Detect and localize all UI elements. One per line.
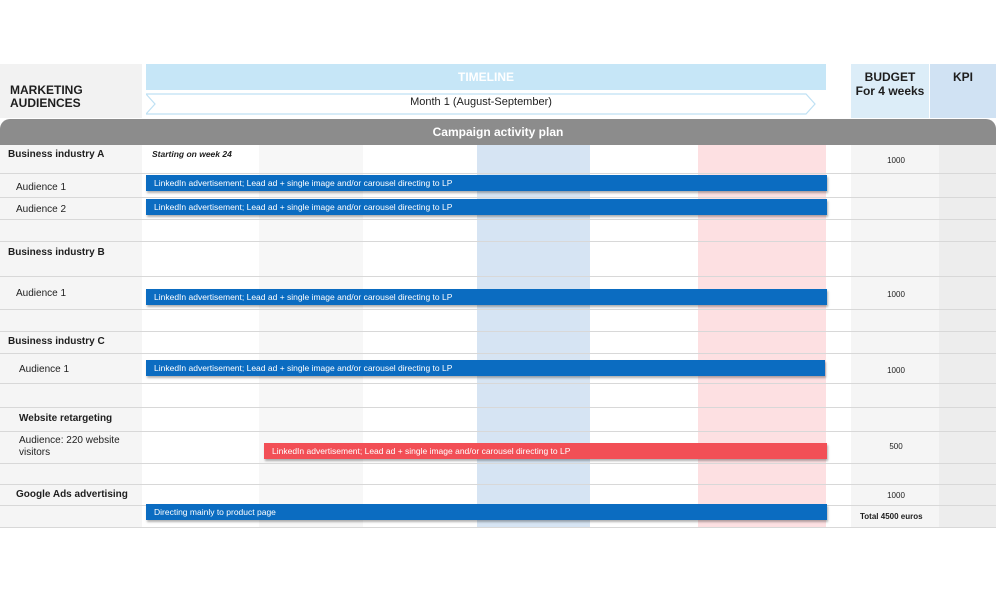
timeline-header: TIMELINE (146, 64, 826, 90)
budget-value: 1000 (887, 491, 905, 500)
grid-line (0, 219, 996, 220)
activity-bar-linkedin[interactable]: LinkedIn advertisement; Lead ad + single image and/or carousel directing to LP (146, 199, 827, 215)
grid-line (0, 463, 996, 464)
grid-line (0, 276, 996, 277)
row-label-website-retargeting: Website retargeting (19, 413, 113, 424)
grid-line (0, 527, 996, 528)
grid-line (0, 431, 996, 432)
grid-line (0, 173, 996, 174)
grid-line (0, 331, 996, 332)
row-label-business-industry-c: Business industry C (8, 336, 105, 347)
row-label-audience: Audience 2 (16, 204, 67, 215)
activity-bar-linkedin[interactable]: LinkedIn advertisement; Lead ad + single image and/or carousel directing to LP (146, 175, 827, 191)
budget-column-bg (851, 145, 939, 527)
row-label-retargeting-audience: Audience: 220 website visitors (19, 435, 120, 458)
grid-line (0, 197, 996, 198)
budget-value: 1000 (887, 366, 905, 375)
budget-value: 500 (889, 442, 903, 451)
grid-line (0, 353, 996, 354)
budget-total: Total 4500 euros (860, 512, 923, 521)
activity-bar-linkedin[interactable]: LinkedIn advertisement; Lead ad + single image and/or carousel directing to LP (146, 289, 827, 305)
budget-header: BUDGET For 4 weeks (851, 64, 929, 118)
grid-line (0, 484, 996, 485)
row-label-audience: Audience 1 (16, 288, 67, 299)
budget-value: 1000 (887, 290, 905, 299)
grid-line (0, 407, 996, 408)
audiences-header-title: MARKETING AUDIENCES (10, 83, 83, 110)
row-label-audience: Audience 1 (16, 182, 67, 193)
row-label-business-industry-a: Business industry A (8, 149, 105, 160)
grid-line (0, 241, 996, 242)
budget-value: 1000 (887, 156, 905, 165)
start-note: Starting on week 24 (152, 149, 232, 159)
grid-line (0, 309, 996, 310)
row-label-business-industry-b: Business industry B (8, 247, 105, 258)
grid-line (0, 383, 996, 384)
month-label: Month 1 (August-September) (410, 96, 552, 108)
row-label-google-ads: Google Ads advertising (16, 489, 128, 500)
activity-bar-google-ads[interactable]: Directing mainly to product page (146, 504, 827, 520)
kpi-header: KPI (930, 64, 996, 118)
activity-bar-linkedin[interactable]: LinkedIn advertisement; Lead ad + single image and/or carousel directing to LP (146, 360, 825, 376)
row-label-audience: Audience 1 (19, 364, 70, 375)
kpi-column-bg (939, 145, 996, 527)
campaign-plan-header: Campaign activity plan (0, 119, 996, 145)
activity-bar-linkedin-retargeting[interactable]: LinkedIn advertisement; Lead ad + single image and/or carousel directing to LP (264, 443, 827, 459)
